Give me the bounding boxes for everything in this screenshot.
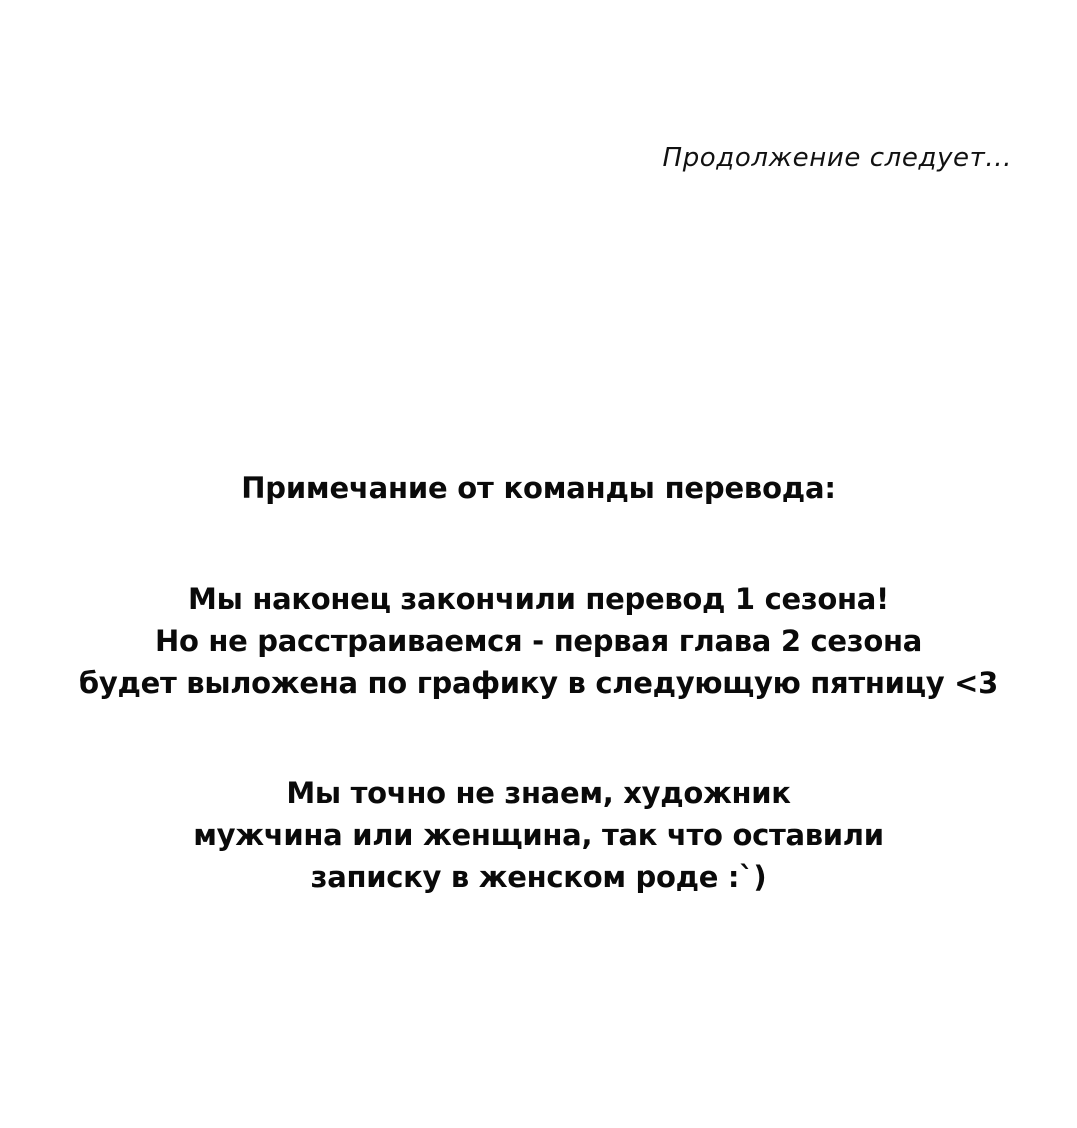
note-line: будет выложена по графику в следующую пятницу <3 — [78, 666, 999, 701]
to-be-continued-text: Продолжение следует... — [662, 143, 1012, 173]
spacer-two — [0, 704, 1077, 772]
translator-note-heading: Примечание от команды перевода: — [241, 471, 836, 505]
note-line: Мы точно не знаем, художник — [286, 776, 791, 811]
translator-note-block — [0, 470, 1077, 899]
translator-note-paragraph-two — [0, 772, 1077, 898]
note-line: мужчина или женщина, так что оставили — [193, 818, 884, 853]
note-line: Мы наконец закончили перевод 1 сезона! — [188, 582, 889, 617]
note-line: записку в женском роде :`) — [310, 860, 767, 895]
note-line: Но не расстраиваемся - первая глава 2 сезона — [155, 624, 922, 659]
translator-note-paragraph-one — [0, 578, 1077, 704]
spacer-one — [0, 506, 1077, 578]
